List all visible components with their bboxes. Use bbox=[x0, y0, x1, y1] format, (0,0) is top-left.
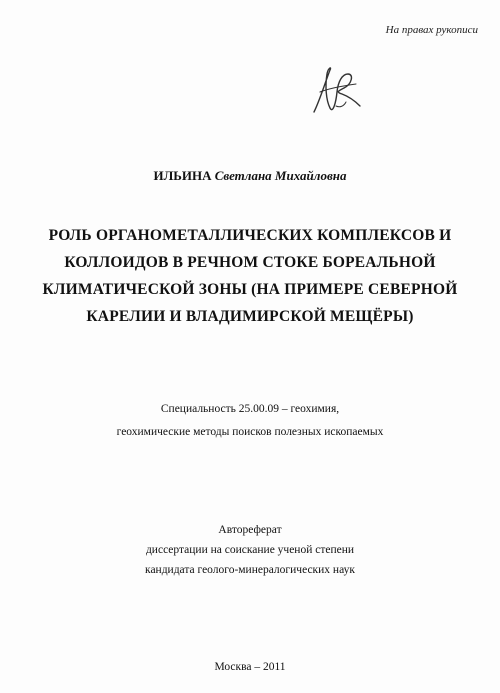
abstract-block bbox=[0, 520, 500, 580]
specialty-line: геохимические методы поисков полезных ископаемых bbox=[116, 426, 384, 438]
abstract-line: Автореферат bbox=[218, 524, 282, 536]
title-line: РОЛЬ ОРГАНОМЕТАЛЛИЧЕСКИХ КОМПЛЕКСОВ И bbox=[48, 227, 452, 244]
specialty-line: Специальность 25.00.09 – геохимия, bbox=[160, 403, 340, 415]
author-name bbox=[0, 168, 500, 184]
abstract-line: кандидата геолого-минералогических наук bbox=[145, 564, 355, 576]
title-line: КЛИМАТИЧЕСКОЙ ЗОНЫ (НА ПРИМЕРЕ СЕВЕРНОЙ bbox=[42, 281, 458, 298]
city-year: Москва – 2011 bbox=[214, 661, 286, 673]
title-line: КОЛЛОИДОВ В РЕЧНОМ СТОКЕ БОРЕАЛЬНОЙ bbox=[64, 254, 436, 271]
rights-note: На правах рукописи bbox=[385, 24, 478, 36]
specialty-block bbox=[0, 398, 500, 444]
author-surname: ИЛЬИНА bbox=[153, 168, 212, 183]
author-given-names: Светлана Михайловна bbox=[214, 168, 347, 183]
abstract-line: диссертации на соискание ученой степени bbox=[145, 544, 355, 556]
signature-icon bbox=[306, 62, 364, 118]
dissertation-title bbox=[20, 222, 480, 330]
title-line: КАРЕЛИИ И ВЛАДИМИРСКОЙ МЕЩЁРЫ) bbox=[86, 308, 414, 325]
